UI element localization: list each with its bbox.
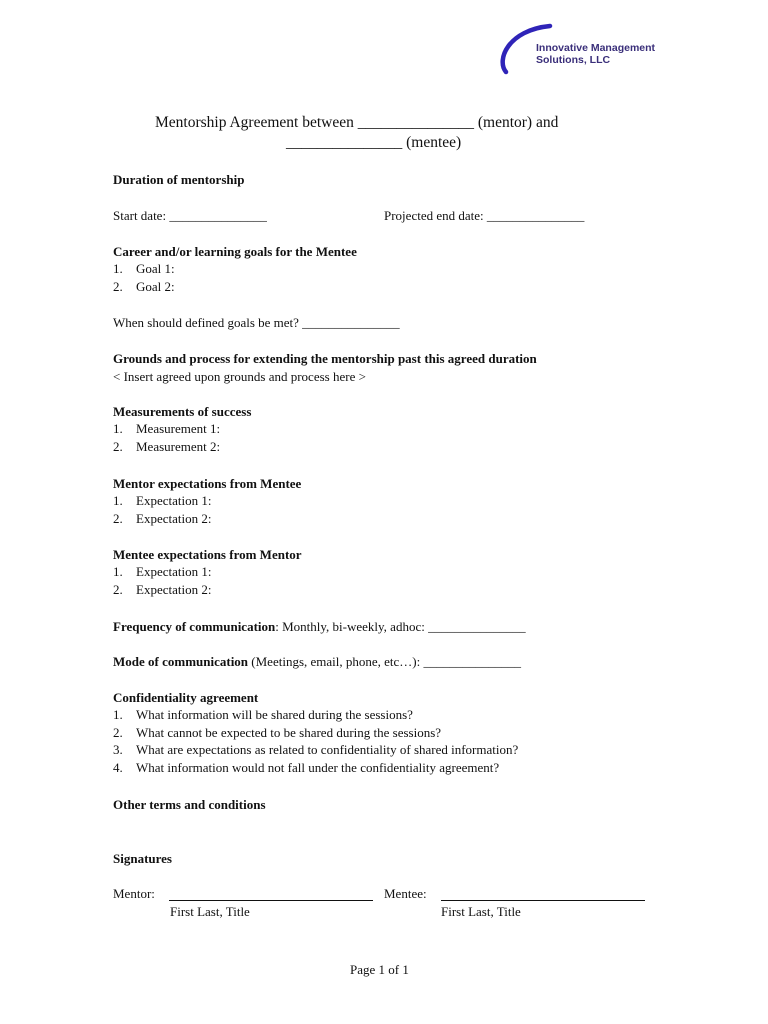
- grounds-placeholder: < Insert agreed upon grounds and process here >: [113, 369, 366, 384]
- mentee-signature-line: [441, 900, 645, 901]
- mode-field: [113, 653, 521, 670]
- mentee-signature-label: Mentee:: [384, 886, 427, 901]
- mode-label: Mode of communication: [113, 654, 249, 669]
- list-item: 1. Measurement 1:: [113, 421, 221, 436]
- list-item: 3. What are expectations as related to confidentiality of shared information?: [113, 742, 519, 758]
- list-item: 1. What information will be shared during the sessions?: [113, 707, 413, 722]
- end-date-field: Projected end date: _______________: [384, 208, 585, 223]
- agreement-title-line-1: Mentorship Agreement between _______________ (mentor) and: [155, 114, 559, 131]
- other-terms-heading: Other terms and conditions: [113, 797, 266, 812]
- logo-line-2: Solutions, LLC: [536, 54, 611, 66]
- logo-text: [536, 42, 655, 66]
- list-item: 1. Expectation 1:: [113, 564, 212, 579]
- signatures-heading: Signatures: [113, 851, 172, 866]
- mentor-expectations-list: [113, 492, 211, 527]
- list-item: 2. Expectation 2:: [113, 581, 212, 597]
- frequency-field: [113, 618, 526, 635]
- list-item: 2. What cannot be expected to be shared during the sessions?: [113, 724, 442, 740]
- mentor-signature-label: Mentor:: [113, 886, 155, 901]
- mode-text: (Meetings, email, phone, etc…): _______________: [248, 654, 521, 669]
- measurements-list: [113, 420, 220, 455]
- measurements-heading: Measurements of success: [113, 404, 252, 419]
- mentor-signature-caption: First Last, Title: [170, 904, 250, 919]
- mentor-expectations-heading: Mentor expectations from Mentee: [113, 476, 302, 491]
- mentor-signature-line: [169, 900, 373, 901]
- logo-line-1: Innovative Management: [536, 42, 656, 54]
- goals-heading: Career and/or learning goals for the Mentee: [113, 244, 357, 259]
- list-item: 2. Measurement 2:: [113, 438, 221, 454]
- frequency-label: Frequency of communication: [113, 619, 276, 634]
- duration-heading: Duration of mentorship: [113, 172, 245, 187]
- mentee-expectations-list: [113, 563, 211, 598]
- list-item: 2. Expectation 2:: [113, 510, 212, 526]
- agreement-title-line-2: _______________ (mentee): [286, 134, 462, 151]
- confidentiality-list: [113, 706, 518, 777]
- start-date-field: Start date: _______________: [113, 208, 267, 223]
- grounds-heading: Grounds and process for extending the mentorship past this agreed duration: [113, 351, 537, 366]
- goals-list: [113, 260, 175, 295]
- mentee-expectations-heading: Mentee expectations from Mentor: [113, 547, 302, 562]
- frequency-text: : Monthly, bi-weekly, adhoc: _______________: [275, 619, 526, 634]
- confidentiality-heading: Confidentiality agreement: [113, 690, 259, 705]
- list-item: 1. Expectation 1:: [113, 493, 212, 508]
- list-item: 4. What information would not fall under the confidentiality agreement?: [113, 760, 500, 776]
- list-item: 2. Goal 2:: [113, 278, 175, 294]
- company-logo: [498, 22, 678, 80]
- mentee-signature-caption: First Last, Title: [441, 904, 521, 919]
- list-item: 1. Goal 1:: [113, 261, 175, 276]
- goals-deadline-field: When should defined goals be met? _______________: [113, 315, 400, 330]
- page-number: Page 1 of 1: [350, 962, 409, 977]
